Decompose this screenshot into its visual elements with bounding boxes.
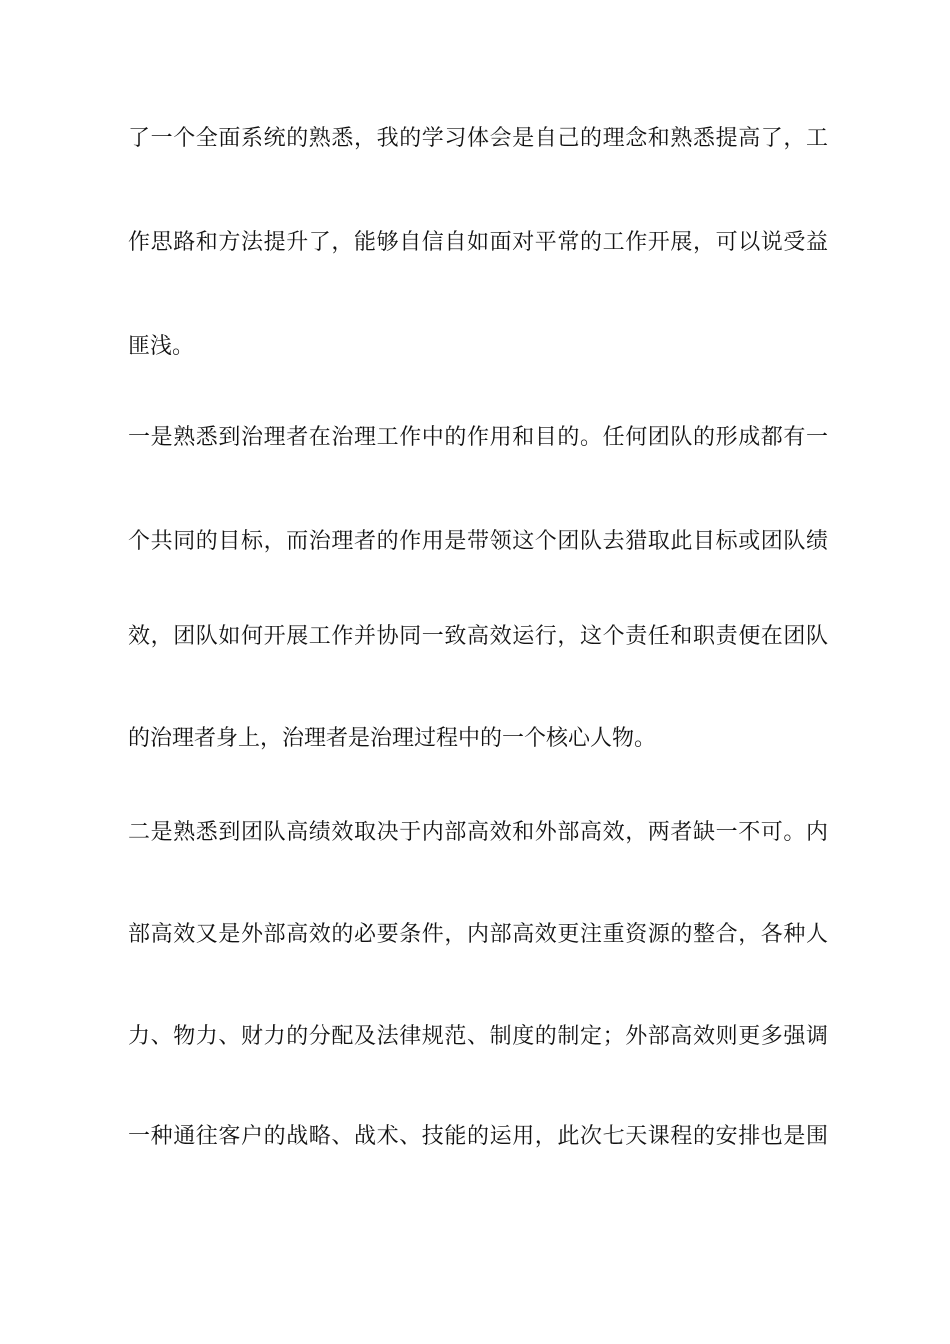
paragraph-line: 一是熟悉到治理者在治理工作中的作用和目的。任何团队的形成都有一 [128,425,828,450]
paragraph-line: 个共同的目标，而治理者的作用是带领这个团队去猎取此目标或团队绩 [128,529,828,554]
paragraph-line: 二是熟悉到团队高绩效取决于内部高效和外部高效，两者缺一不可。内 [128,820,828,845]
paragraph-line: 力、物力、财力的分配及法律规范、制度的制定；外部高效则更多强调 [128,1024,828,1049]
paragraph-line: 部高效又是外部高效的必要条件，内部高效更注重资源的整合，各种人 [128,922,828,947]
paragraph-line: 了一个全面系统的熟悉，我的学习体会是自己的理念和熟悉提高了，工 [128,126,828,151]
paragraph-line: 一种通往客户的战略、战术、技能的运用，此次七天课程的安排也是围 [128,1124,828,1149]
paragraph-line: 作思路和方法提升了，能够自信自如面对平常的工作开展，可以说受益 [128,230,828,255]
paragraph-line: 效，团队如何开展工作并协同一致高效运行，这个责任和职责便在团队 [128,624,828,649]
paragraph-line: 的治理者身上，治理者是治理过程中的一个核心人物。 [128,726,657,751]
paragraph-line: 匪浅。 [128,334,195,359]
